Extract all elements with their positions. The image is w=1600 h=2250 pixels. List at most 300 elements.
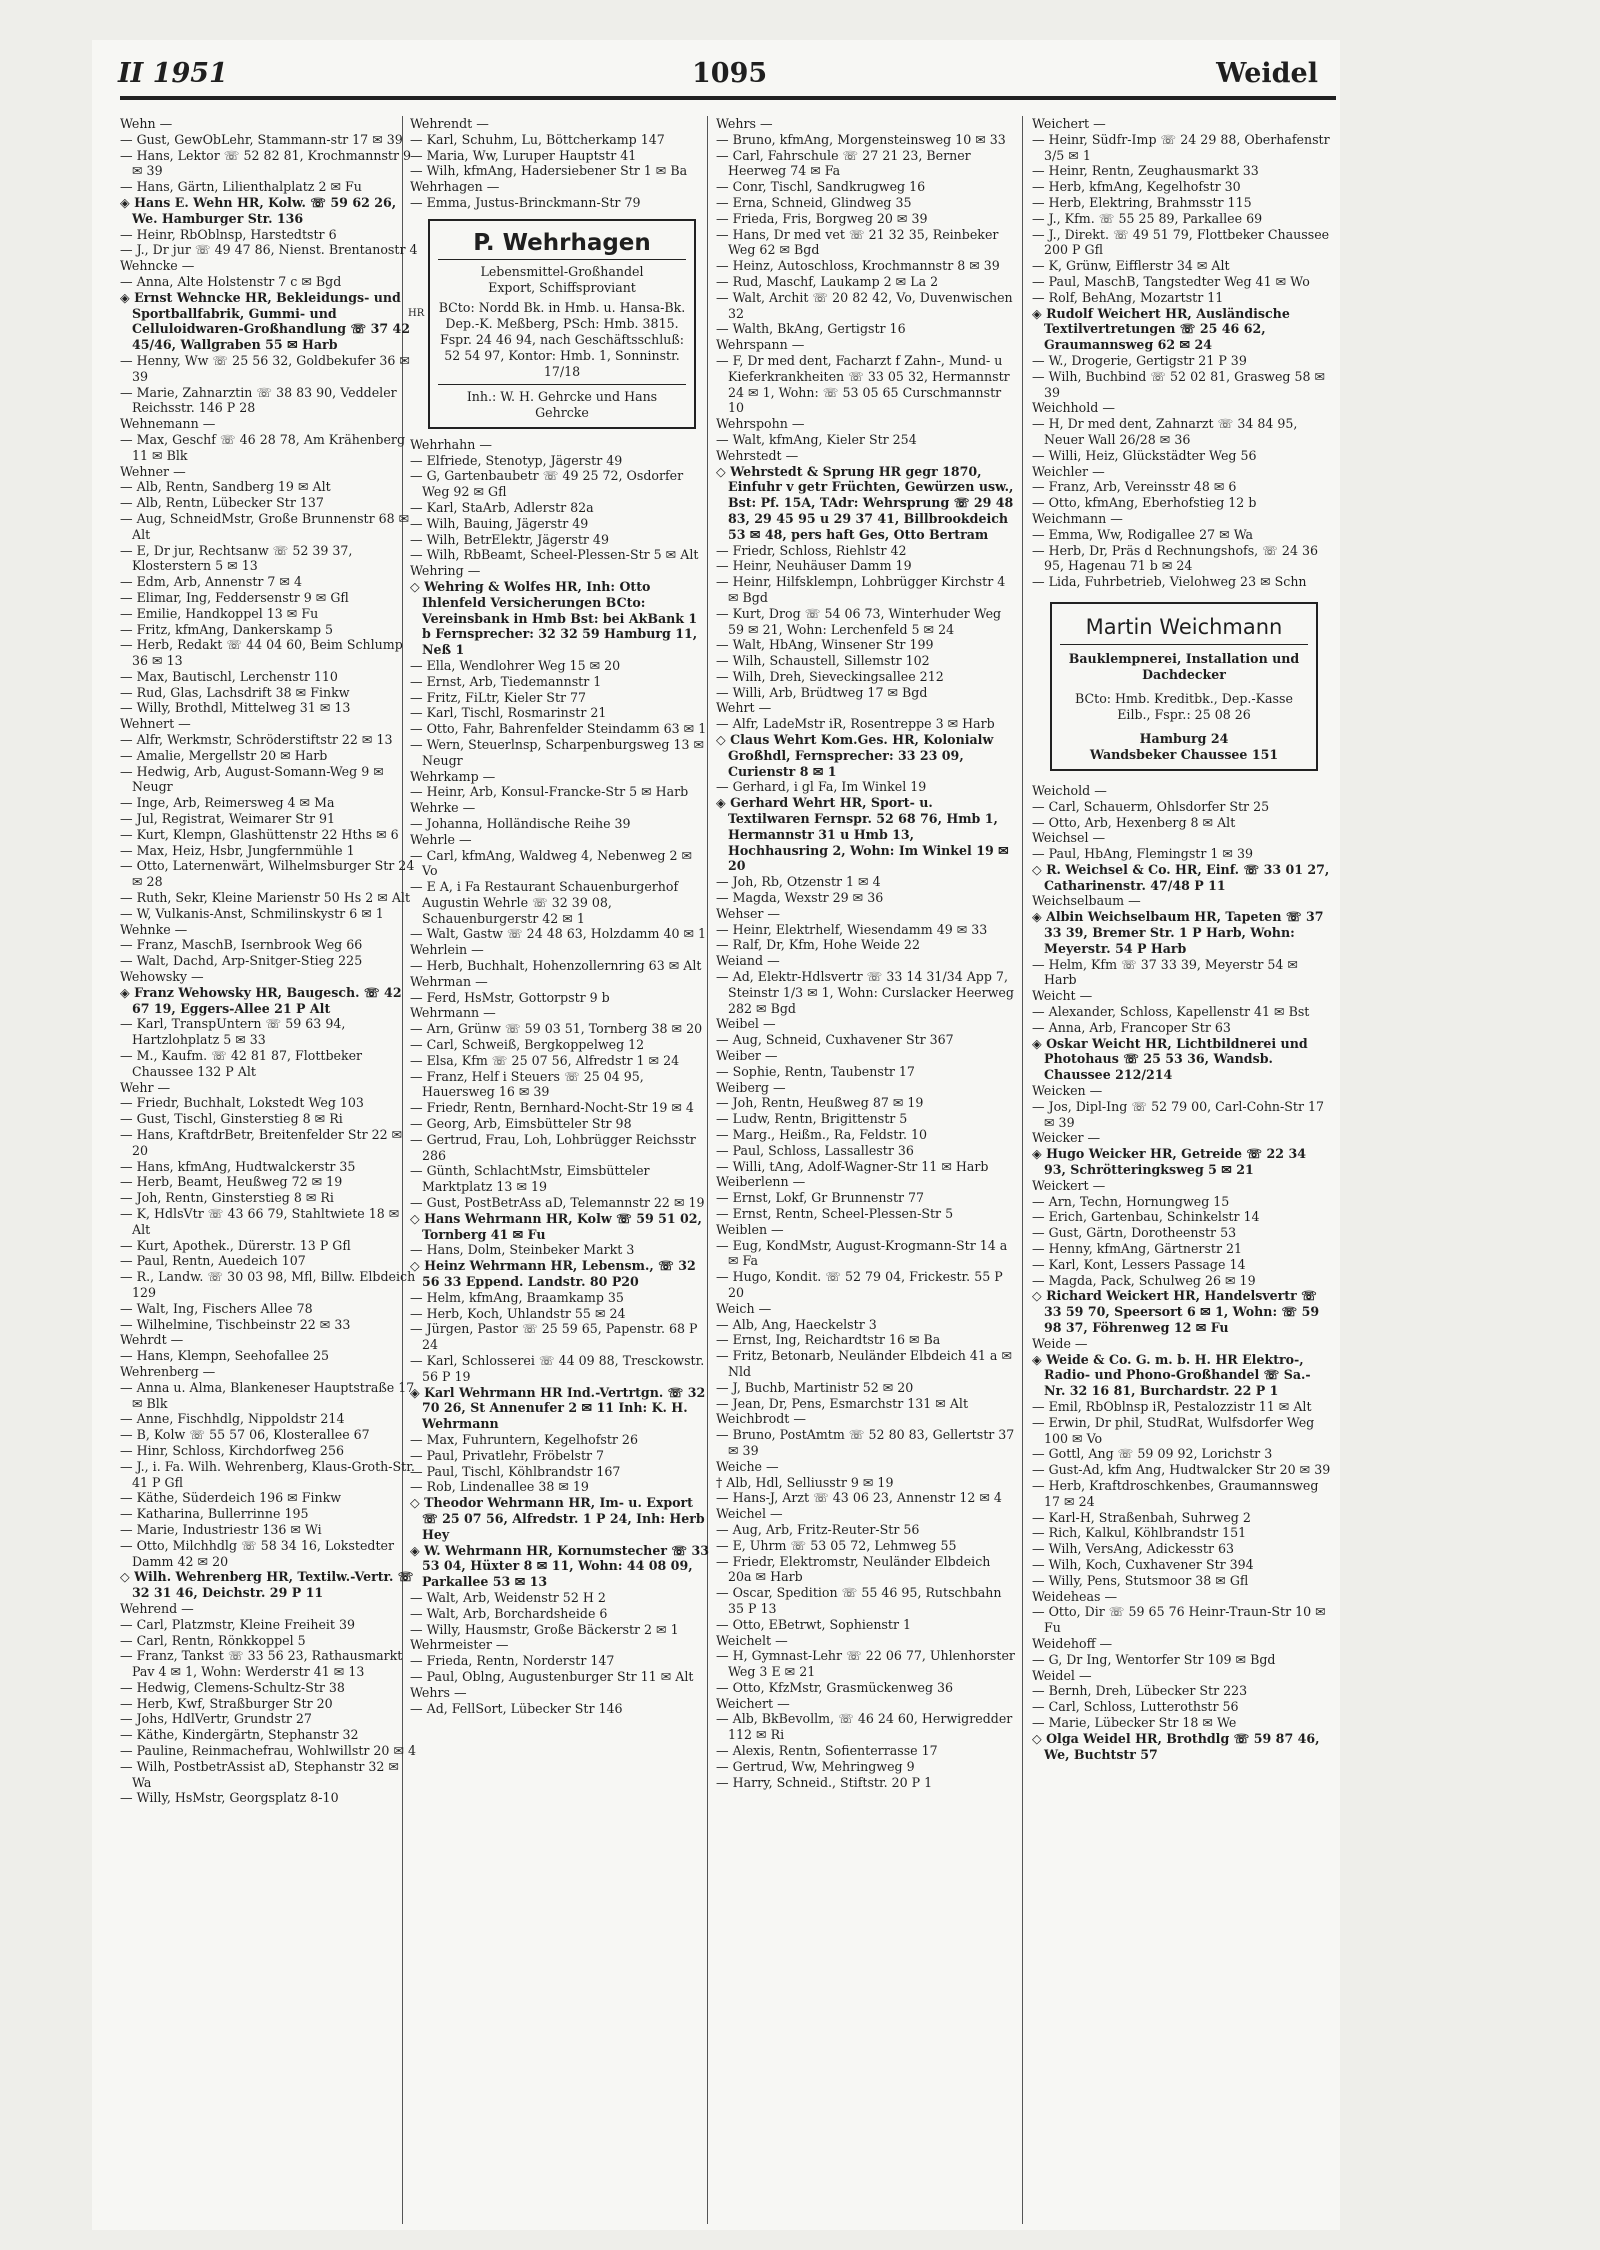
directory-entry: Wehrdt — — [120, 1332, 184, 1348]
directory-entry: Weidel — — [1032, 1667, 1092, 1683]
directory-entry: — Erna, Schneid, Glindweg 35 — [716, 194, 912, 210]
directory-entry: — Hans, Lektor ☏ 52 82 81, Krochmannstr 9 ✉ 39 — [120, 147, 412, 179]
directory-entry: — Aug, Schneid, Cuxhavener Str 367 — [716, 1032, 954, 1048]
directory-entry: — Carl, Platzmstr, Kleine Freiheit 39 — [120, 1616, 356, 1632]
directory-entry: — Herb, Koch, Uhlandstr 55 ✉ 24 — [410, 1305, 626, 1321]
directory-entry: — Ferd, HsMstr, Gottorpstr 9 b — [410, 989, 610, 1005]
directory-entry: — Henny, Ww ☏ 25 56 32, Goldbekufer 36 ✉ 39 — [120, 352, 410, 384]
directory-entry: — Bernh, Dreh, Lübecker Str 223 — [1032, 1683, 1248, 1699]
directory-entry: — Karl, Kont, Lessers Passage 14 — [1032, 1256, 1246, 1272]
advert-weichmann — [1050, 602, 1318, 771]
directory-entry: — H, Gymnast-Lehr ☏ 22 06 77, Uhlenhorster Weg 3 E ✉ 21 — [716, 1648, 1015, 1680]
directory-entry: — J., i. Fa. Wilh. Wehrenberg, Klaus-Groth-Str. 41 P Gfl — [120, 1458, 415, 1490]
directory-entry: Weich — — [716, 1300, 772, 1316]
directory-entry: Weichselbaum — — [1032, 893, 1141, 909]
directory-entry: — Oscar, Spedition ☏ 55 46 95, Rutschbahn 35 P 13 — [716, 1585, 1002, 1616]
directory-entry: — H, Dr med dent, Zahnarzt ☏ 34 84 95, Neuer Wall 26/28 ✉ 36 — [1032, 416, 1298, 447]
directory-entry: — M., Kaufm. ☏ 42 81 87, Flottbeker Chaussee 132 P Alt — [120, 1048, 363, 1079]
directory-entry: — Friedr, Schloss, Riehlstr 42 — [716, 542, 907, 558]
directory-entry: — Hans, Dr med vet ☏ 21 32 35, Reinbeker Weg 62 ✉ Bgd — [716, 226, 999, 258]
directory-entry: — Jean, Dr, Pens, Esmarchstr 131 ✉ Alt — [716, 1395, 969, 1411]
directory-entry: — Marie, Industriestr 136 ✉ Wi — [120, 1521, 322, 1537]
directory-entry: — Hans, KraftdrBetr, Breitenfelder Str 22 ✉ 20 — [120, 1127, 403, 1158]
directory-entry: — Anna, Arb, Francoper Str 63 — [1032, 1019, 1231, 1035]
directory-entry: — Helm, Kfm ☏ 37 33 39, Meyerstr 54 ✉ Harb — [1032, 956, 1298, 988]
directory-entry: — K, HdlsVtr ☏ 43 66 79, Stahltwiete 18 ✉ Alt — [120, 1205, 400, 1237]
column-3 — [716, 116, 1016, 1790]
directory-entry: — Wilh, RbBeamt, Scheel-Plessen-Str 5 ✉ Alt — [410, 547, 699, 563]
directory-entry: — Willy, Pens, Stutsmoor 38 ✉ Gfl — [1032, 1572, 1249, 1588]
column-divider — [1022, 116, 1023, 2224]
directory-entry: — Carl, Schweiß, Bergkoppelweg 12 — [410, 1037, 645, 1053]
directory-entry: — Fritz, FiLtr, Kieler Str 77 — [410, 689, 587, 705]
directory-entry: — Jos, Dipl-Ing ☏ 52 79 00, Carl-Cohn-Str 17 ✉ 39 — [1032, 1098, 1325, 1130]
directory-entry: Weiche — — [716, 1458, 779, 1474]
directory-entry: — Käthe, Kindergärtn, Stephanstr 32 — [120, 1727, 359, 1743]
directory-entry: — Wilh, Dreh, Sieveckingsallee 212 — [716, 668, 944, 684]
directory-entry: — Herb, Beamt, Heußweg 72 ✉ 19 — [120, 1174, 343, 1190]
directory-entry: ◈ Albin Weichselbaum HR, Tapeten ☏ 37 33 39, Bremer Str. 1 P Harb, Wohn: Meyerstr. 54 P Harb — [1032, 909, 1324, 956]
directory-entry: — Otto, Dir ☏ 59 65 76 Heinr-Traun-Str 10 ✉ Fu — [1032, 1604, 1326, 1636]
directory-entry: — Paul, HbAng, Flemingstr 1 ✉ 39 — [1032, 846, 1253, 862]
directory-entry: ◇ Heinz Wehrmann HR, Lebensm., ☏ 32 56 33 Eppend. Landstr. 80 P20 — [410, 1258, 696, 1290]
directory-entry: Weicht — — [1032, 988, 1093, 1004]
directory-entry: — Elimar, Ing, Feddersenstr 9 ✉ Gfl — [120, 589, 349, 605]
column-4-top-entries — [1032, 116, 1332, 590]
directory-entry: Wehrs — — [410, 1684, 467, 1700]
directory-entry: Wehrke — — [410, 800, 476, 816]
directory-entry: Weichert — — [1032, 116, 1106, 131]
directory-entry: — Otto, kfmAng, Eberhofstieg 12 b — [1032, 495, 1257, 511]
directory-entry: — G, Dr Ing, Wentorfer Str 109 ✉ Bgd — [1032, 1651, 1276, 1667]
directory-entry: — J., Kfm. ☏ 55 25 89, Parkallee 69 — [1032, 210, 1263, 226]
directory-entry: — Gust-Ad, kfm Ang, Hudtwalcker Str 20 ✉ 39 — [1032, 1462, 1331, 1478]
directory-entry: — Hedwig, Arb, August-Somann-Weg 9 ✉ Neugr — [120, 763, 384, 795]
directory-entry: — Paul, Privatlehr, Fröbelstr 7 — [410, 1447, 605, 1463]
directory-entry: — Otto, Arb, Hexenberg 8 ✉ Alt — [1032, 814, 1236, 830]
directory-entry: — Rud, Maschf, Laukamp 2 ✉ La 2 — [716, 273, 939, 289]
directory-entry: ◈ Franz Wehowsky HR, Baugesch. ☏ 42 67 19, Eggers-Allee 21 P Alt — [120, 984, 402, 1016]
side-tag: HR — [408, 308, 425, 319]
directory-entry: — Max, Bautischl, Lerchenstr 110 — [120, 668, 338, 684]
directory-entry: — Willy, Hausmstr, Große Bäckerstr 2 ✉ 1 — [410, 1621, 679, 1637]
directory-entry: — Emma, Justus-Brinckmann-Str 79 — [410, 194, 641, 210]
directory-entry: — Wilh, Koch, Cuxhavener Str 394 — [1032, 1556, 1254, 1572]
directory-entry: — Gertrud, Frau, Loh, Lohbrügger Reichsstr 286 — [410, 1131, 696, 1163]
directory-entry: — Friedr, Rentn, Bernhard-Nocht-Str 19 ✉ 4 — [410, 1100, 694, 1116]
directory-entry: — Wilh, Schaustell, Sillemstr 102 — [716, 653, 930, 669]
directory-entry: Weibel — — [716, 1016, 776, 1032]
directory-entry: — Franz, Arb, Vereinsstr 48 ✉ 6 — [1032, 479, 1237, 495]
directory-entry: — Herb, kfmAng, Kegelhofstr 30 — [1032, 179, 1241, 195]
directory-entry: ◈ Rudolf Weichert HR, Ausländische Textilvertretungen ☏ 25 46 62, Graumannsweg 62 ✉ 24 — [1032, 305, 1290, 353]
directory-entry: — Wilh, Buchbind ☏ 52 02 81, Grasweg 58 ✉ 39 — [1032, 368, 1326, 400]
directory-entry: Weichmann — — [1032, 510, 1123, 526]
advert-wehrhagen — [428, 219, 696, 429]
advert-name: P. Wehrhagen — [438, 227, 686, 260]
directory-entry: — F, Dr med dent, Facharzt f Zahn-, Mund- u Kieferkrankheiten ☏ 33 05 32, Hermannstr 24 ✉ 1, Wohn: ☏ 53 05 65 Curschmannstr 10 — [716, 352, 1010, 416]
directory-entry: Weichhold — — [1032, 400, 1115, 416]
directory-entry: — Edm, Arb, Annenstr 7 ✉ 4 — [120, 574, 302, 590]
directory-entry: — Ad, FellSort, Lübecker Str 146 — [410, 1700, 623, 1716]
directory-entry: Wehring — — [410, 563, 481, 579]
directory-entry: — Walt, Arb, Borchardsheide 6 — [410, 1605, 608, 1621]
column-2-top-entries — [410, 116, 710, 211]
directory-entry: — Karl-H, Straßenbah, Suhrweg 2 — [1032, 1509, 1251, 1525]
column-4-bottom-entries — [1032, 783, 1332, 1762]
directory-entry: — Friedr, Buchhalt, Lokstedt Weg 103 — [120, 1095, 364, 1111]
directory-entry: — Friedr, Elektromstr, Neuländer Elbdeich 20a ✉ Harb — [716, 1553, 991, 1585]
directory-entry: — Günth, SchlachtMstr, Eimsbütteler Marktplatz 13 ✉ 19 — [410, 1163, 650, 1195]
directory-entry: — Wilhelmine, Tischbeinstr 22 ✉ 33 — [120, 1316, 351, 1332]
directory-entry: — Otto, EBetrwt, Sophienstr 1 — [716, 1616, 911, 1632]
directory-entry: — Alb, BkBevollm, ☏ 46 24 60, Herwigredder 112 ✉ Ri — [716, 1711, 1013, 1743]
directory-entry: † Alb, Hdl, Selliusstr 9 ✉ 19 — [716, 1474, 894, 1490]
column-4 — [1032, 116, 1332, 1762]
directory-entry: Weickert — — [1032, 1177, 1106, 1193]
directory-entry: — E, Dr jur, Rechtsanw ☏ 52 39 37, Klosterstern 5 ✉ 13 — [120, 542, 353, 574]
directory-entry: — Karl, Tischl, Rosmarinstr 21 — [410, 705, 607, 721]
directory-entry: — Fritz, kfmAng, Dankerskamp 5 — [120, 621, 334, 637]
directory-entry: — Rich, Kalkul, Köhlbrandstr 151 — [1032, 1525, 1247, 1541]
directory-entry: Wehrendt — — [410, 116, 489, 131]
directory-entry: Wehrkamp — — [410, 768, 496, 784]
directory-entry: — Alb, Ang, Haeckelstr 3 — [716, 1316, 877, 1332]
directory-entry: — Herb, Elektring, Brahmsstr 115 — [1032, 194, 1252, 210]
page-header — [92, 58, 1340, 98]
directory-entry: — Hedwig, Clemens-Schultz-Str 38 — [120, 1679, 345, 1695]
directory-entry: Wehrenberg — — [120, 1363, 216, 1379]
directory-entry: Weichelt — — [716, 1632, 788, 1648]
directory-entry: — Otto, Laternenwärt, Wilhelmsburger Str 24 ✉ 28 — [120, 858, 415, 890]
directory-entry: — Alfr, Werkmstr, Schröderstiftstr 22 ✉ 13 — [120, 732, 393, 748]
directory-entry: Wehner — — [120, 463, 186, 479]
directory-entry: — Inge, Arb, Reimersweg 4 ✉ Ma — [120, 795, 335, 811]
directory-entry: — Karl, Schlosserei ☏ 44 09 88, Tresckowstr. 56 P 19 — [410, 1353, 705, 1384]
directory-entry: — Aug, Arb, Fritz-Reuter-Str 56 — [716, 1521, 920, 1537]
directory-entry: ◈ Gerhard Wehrt HR, Sport- u. Textilwaren Fernspr. 52 68 76, Hmb 1, Hermannstr 31 u Hmb 13, Hochhausring 2, Wohn: Im Winkel 19 ✉ 20 — [716, 795, 1009, 874]
directory-entry: — Pauline, Reinmachefrau, Wohlwillstr 20 ✉ 4 — [120, 1743, 417, 1759]
directory-entry: — Alexander, Schloss, Kapellenstr 41 ✉ Bst — [1032, 1004, 1310, 1020]
column-2 — [410, 116, 710, 1716]
directory-entry: ◇ Wehring & Wolfes HR, Inh: Otto Ihlenfeld Versicherungen BCto: Vereinsbank in Hmb Bst: bei AkBank 1 b Fernsprecher: 32 32 59 Hamburg 11, Neß 1 — [410, 578, 698, 658]
directory-entry: — Bruno, PostAmtm ☏ 52 80 83, Gellertstr 37 ✉ 39 — [716, 1427, 1015, 1458]
directory-entry: — Frieda, Fris, Borgweg 20 ✉ 39 — [716, 210, 928, 226]
directory-entry: — Ernst, Arb, Tiedemannstr 1 — [410, 673, 602, 689]
directory-entry: — Marie, Zahnarztin ☏ 38 83 90, Veddeler Reichsstr. 146 P 28 — [120, 384, 397, 416]
directory-entry: — W, Vulkanis-Anst, Schmilinskystr 6 ✉ 1 — [120, 905, 384, 921]
directory-entry: — J., Dr jur ☏ 49 47 86, Nienst. Brentanostr 4 — [120, 242, 418, 258]
directory-entry: — Ad, Elektr-Hdlsvertr ☏ 33 14 31/34 App 7, Steinstr 1/3 ✉ 1, Wohn: Curslacker Heerweg 282 ✉ Bgd — [716, 969, 1014, 1016]
directory-entry: Wehrhahn — — [410, 436, 492, 452]
directory-entry: ◈ Karl Wehrmann HR Ind.-Vertrtgn. ☏ 32 70 26, St Annenufer 2 ✉ 11 Inh: K. H. Wehrmann — [410, 1384, 706, 1432]
directory-entry: Weiberg — — [716, 1079, 786, 1095]
directory-entry: — Carl, Schauerm, Ohlsdorfer Str 25 — [1032, 798, 1270, 814]
directory-entry: — Hans, Gärtn, Lilienthalplatz 2 ✉ Fu — [120, 179, 362, 195]
directory-entry: ◇ Olga Weidel HR, Brothdlg ☏ 59 87 46, We, Buchtstr 57 — [1032, 1730, 1320, 1762]
header-rule — [120, 96, 1336, 100]
advert-line: Hamburg 24 — [1139, 730, 1229, 746]
directory-entry: Weichel — — [716, 1506, 783, 1522]
directory-entry: — Walt, Archit ☏ 20 82 42, Vo, Duvenwischen 32 — [716, 289, 1013, 321]
directory-entry: — Gust, PostBetrAss aD, Telemannstr 22 ✉ 19 — [410, 1195, 705, 1211]
directory-entry: — G, Gartenbaubetr ☏ 49 25 72, Osdorfer Weg 92 ✉ Gfl — [410, 468, 684, 500]
directory-entry: — B, Kolw ☏ 55 57 06, Klosterallee 67 — [120, 1427, 370, 1443]
directory-entry: Wehrspohn — — [716, 416, 805, 432]
directory-entry: — Ella, Wendlohrer Weg 15 ✉ 20 — [410, 657, 621, 673]
directory-entry: — Fritz, Betonarb, Neuländer Elbdeich 41 a ✉ Nld — [716, 1348, 1012, 1379]
directory-entry: — Aug, SchneidMstr, Große Brunnenstr 68 ✉ Alt — [120, 510, 410, 542]
directory-entry: ◇ Claus Wehrt Kom.Ges. HR, Kolonialw Großhdl, Fernsprecher: 33 23 09, Curienstr 8 ✉ 1 — [716, 732, 994, 779]
directory-entry: — Carl, Fahrschule ☏ 27 21 23, Berner Heerweg 74 ✉ Fa — [716, 147, 971, 179]
directory-entry: — Franz, MaschB, Isernbrook Weg 66 — [120, 937, 363, 953]
directory-entry: ◈ Weide & Co. G. m. b. H. HR Elektro-, Radio- und Phono-Großhandel ☏ Sa.-Nr. 32 16 81, Burchardstr. 22 P 1 — [1032, 1351, 1311, 1399]
directory-entry: Wehowsky — — [120, 969, 204, 985]
page-number: 1095 — [692, 58, 768, 89]
directory-entry: — Harry, Schneid., Stiftstr. 20 P 1 — [716, 1774, 933, 1790]
directory-entry: — Kurt, Klempn, Glashüttenstr 22 Hths ✉ 6 — [120, 826, 399, 842]
directory-entry: — Maria, Ww, Luruper Hauptstr 41 — [410, 147, 637, 163]
directory-entry: Wehrspann — — [716, 337, 805, 353]
directory-entry: — Magda, Wexstr 29 ✉ 36 — [716, 890, 884, 906]
directory-entry: — Hans-J, Arzt ☏ 43 06 23, Annenstr 12 ✉ 4 — [716, 1490, 1002, 1506]
directory-entry: — Heinr, RbOblnsp, Harstedtstr 6 — [120, 226, 337, 242]
directory-entry: Weichler — — [1032, 463, 1105, 479]
directory-entry: Weiblen — — [716, 1221, 784, 1237]
directory-entry: — J, Buchb, Martinistr 52 ✉ 20 — [716, 1379, 914, 1395]
directory-entry: — Heinr, Neuhäuser Damm 19 — [716, 558, 912, 574]
directory-entry: — Willi, Arb, Brüdtweg 17 ✉ Bgd — [716, 684, 928, 700]
directory-entry: — Helm, kfmAng, Braamkamp 35 — [410, 1289, 624, 1305]
directory-entry: — Heinz, Autoschloss, Krochmannstr 8 ✉ 39 — [716, 258, 1000, 274]
directory-entry: — Katharina, Bullerrinne 195 — [120, 1506, 309, 1522]
directory-entry: — Wilh, Bauing, Jägerstr 49 — [410, 515, 589, 531]
directory-entry: — Elsa, Kfm ☏ 25 07 56, Alfredstr 1 ✉ 24 — [410, 1052, 680, 1068]
directory-entry: — Wilh, BetrElektr, Jägerstr 49 — [410, 531, 609, 547]
directory-entry: ◈ Hugo Weicker HR, Getreide ☏ 22 34 93, Schrötteringksweg 5 ✉ 21 — [1032, 1146, 1306, 1178]
directory-entry: — Paul, Rentn, Auedeich 107 — [120, 1253, 306, 1269]
directory-entry: — Carl, Rentn, Rönkkoppel 5 — [120, 1632, 306, 1648]
advert-name: Martin Weichmann — [1060, 610, 1308, 645]
directory-entry: — Hinr, Schloss, Kirchdorfweg 256 — [120, 1442, 344, 1458]
directory-entry: — Otto, KfzMstr, Grasmückenweg 36 — [716, 1679, 954, 1695]
directory-entry: — Willi, tAng, Adolf-Wagner-Str 11 ✉ Harb — [716, 1158, 989, 1174]
directory-entry: Wehrhagen — — [410, 179, 500, 195]
directory-entry: Wehrend — — [120, 1600, 194, 1616]
directory-entry: — Karl, Schuhm, Lu, Böttcherkamp 147 — [410, 131, 665, 147]
directory-entry: — Paul, Oblng, Augustenburger Str 11 ✉ Alt — [410, 1668, 694, 1684]
directory-entry: — K, Grünw, Eifflerstr 34 ✉ Alt — [1032, 258, 1230, 274]
directory-entry: Weicker — — [1032, 1130, 1101, 1146]
directory-entry: — Arn, Grünw ☏ 59 03 51, Tornberg 38 ✉ 20 — [410, 1021, 703, 1037]
page-volume-year: II 1951 — [118, 58, 228, 89]
directory-entry: — Heinr, Südfr-Imp ☏ 24 29 88, Oberhafenstr 3/5 ✉ 1 — [1032, 131, 1330, 163]
advert-line: Bauklempnerei, Installation und Dachdecker — [1068, 650, 1300, 682]
directory-entry: — Emil, RbOblnsp iR, Pestalozzistr 11 ✉ Alt — [1032, 1398, 1312, 1414]
directory-entry: — Franz, Tankst ☏ 33 56 23, Rathausmarkt Pav 4 ✉ 1, Wohn: Werderstr 41 ✉ 13 — [120, 1648, 403, 1680]
directory-entry: — Willy, HsMstr, Georgsplatz 8-10 — [120, 1790, 339, 1806]
advert-line: BCto: Hmb. Kreditbk., Dep.-Kasse Eilb., Fspr.: 25 08 26 — [1075, 690, 1293, 722]
directory-entry: — Ludw, Rentn, Brigittenstr 5 — [716, 1111, 908, 1127]
directory-entry: — Jürgen, Pastor ☏ 25 59 65, Papenstr. 68 P 24 — [410, 1321, 698, 1353]
directory-entry: Weidehoff — — [1032, 1635, 1113, 1651]
directory-entry: Wehnemann — — [120, 416, 216, 432]
directory-entry: — Rud, Glas, Lachsdrift 38 ✉ Finkw — [120, 684, 350, 700]
directory-entry: — Anna, Alte Holstenstr 7 c ✉ Bgd — [120, 273, 342, 289]
advert-line: BCto: Nordd Bk. in Hmb. u. Hansa-Bk. Dep.-K. Meßberg, PSch: Hmb. 3815. Fspr. 24 46 94, nach Geschäftsschluß: 52 54 97, Kontor: Hmb. 1, Sonninstr. 17/18 — [438, 299, 686, 379]
directory-entry: — Ernst, Ing, Reichardtstr 16 ✉ Ba — [716, 1332, 941, 1348]
advert-line: Lebensmittel-Großhandel — [480, 263, 644, 279]
directory-entry: — Gottl, Ang ☏ 59 09 92, Lorichstr 3 — [1032, 1446, 1273, 1462]
directory-entry: Wehncke — — [120, 258, 195, 274]
directory-page — [92, 40, 1340, 2230]
directory-entry: Wehrmann — — [410, 1005, 496, 1021]
directory-entry: — Johs, HdlVertr, Grundstr 27 — [120, 1711, 312, 1727]
directory-entry: Wehr — — [120, 1079, 171, 1095]
column-2-bottom-entries — [410, 437, 710, 1717]
directory-entry: Weichbrodt — — [716, 1411, 806, 1427]
directory-entry: — Willy, Brothdl, Mittelweg 31 ✉ 13 — [120, 700, 351, 716]
page-running-head: Weidel — [1216, 58, 1318, 89]
directory-entry: — Jul, Registrat, Weimarer Str 91 — [120, 811, 336, 827]
directory-entry: ◈ Oskar Weicht HR, Lichtbildnerei und Photohaus ☏ 25 53 36, Wandsb. Chaussee 212/214 — [1032, 1035, 1308, 1083]
directory-entry: — J., Direkt. ☏ 49 51 79, Flottbeker Chaussee 200 P Gfl — [1032, 226, 1330, 258]
directory-entry: — Marie, Lübecker Str 18 ✉ We — [1032, 1714, 1237, 1730]
directory-entry: — Walt, Dachd, Arp-Snitger-Stieg 225 — [120, 953, 363, 969]
directory-entry: — Karl, StaArb, Adlerstr 82a — [410, 499, 594, 515]
directory-entry: — Hugo, Kondit. ☏ 52 79 04, Frickestr. 55 P 20 — [716, 1269, 1003, 1300]
directory-entry: — Herb, Kraftdroschkenbes, Graumannsweg 17 ✉ 24 — [1032, 1477, 1319, 1509]
directory-entry: — Wilh, PostbetrAssist aD, Stephanstr 32 ✉ Wa — [120, 1758, 399, 1790]
directory-entry: Weichold — — [1032, 782, 1107, 798]
directory-entry: — Amalie, Mergellstr 20 ✉ Harb — [120, 747, 328, 763]
directory-entry: — Herb, Redakt ☏ 44 04 60, Beim Schlump 36 ✉ 13 — [120, 637, 403, 669]
directory-entry: — Walt, HbAng, Winsener Str 199 — [716, 637, 934, 653]
directory-entry: Weide — — [1032, 1335, 1088, 1351]
directory-entry: — Alfr, LadeMstr iR, Rosentreppe 3 ✉ Harb — [716, 716, 995, 732]
directory-entry: — Carl, Schloss, Lutterothstr 56 — [1032, 1699, 1239, 1715]
advert-owners: Inh.: W. H. Gehrcke und Hans Gehrcke — [438, 384, 686, 421]
directory-entry: — Gerhard, i gl Fa, Im Winkel 19 — [716, 779, 927, 795]
directory-entry: Wehrt — — [716, 700, 772, 716]
directory-entry: — Erich, Gartenbau, Schinkelstr 14 — [1032, 1209, 1260, 1225]
directory-entry: ◈ Ernst Wehncke HR, Bekleidungs- und Sportballfabrik, Gummi- und Celluloidwaren-Großhandlung ☏ 37 42 45/46, Wallgraben 55 ✉ Harb — [120, 289, 411, 353]
advert-line: Export, Schiffsproviant — [488, 279, 636, 295]
directory-entry: ◇ Wehrstedt & Sprung HR gegr 1870, Einfuhr v getr Früchten, Gewürzen usw., Bst: Pf. 15A, TAdr: Wehrsprung ☏ 29 48 83, 29 45 95 u 29 37 41, Billbrookdeich 53 ✉ 48, pers haft Ges, Otto Bertram — [716, 463, 1014, 542]
directory-entry: — Rob, Lindenallee 38 ✉ 19 — [410, 1479, 589, 1495]
directory-entry: — Max, Heiz, Hsbr, Jungfernmühle 1 — [120, 842, 355, 858]
directory-entry: — Alexis, Rentn, Sofienterrasse 17 — [716, 1743, 938, 1759]
directory-entry: — Käthe, Süderdeich 196 ✉ Finkw — [120, 1490, 342, 1506]
directory-entry: — Eug, KondMstr, August-Krogmann-Str 14 a ✉ Fa — [716, 1237, 1008, 1269]
directory-entry: — Joh, Rb, Otzenstr 1 ✉ 4 — [716, 874, 881, 890]
advert-line: Wandsbeker Chaussee 151 — [1089, 746, 1279, 762]
directory-entry: — Max, Fuhruntern, Kegelhofstr 26 — [410, 1431, 638, 1447]
directory-entry: — Wilh, VersAng, Adickesstr 63 — [1032, 1541, 1234, 1557]
directory-entry: — Gust, GewObLehr, Stammann-str 17 ✉ 39 — [120, 131, 403, 147]
directory-entry: Wehn — — [120, 116, 173, 131]
directory-entry: — Elfriede, Stenotyp, Jägerstr 49 — [410, 452, 623, 468]
directory-entry: — Heinr, Hilfsklempn, Lohbrügger Kirchstr 4 ✉ Bgd — [716, 574, 1006, 605]
directory-entry: — Hans, Dolm, Steinbeker Markt 3 — [410, 1242, 635, 1258]
directory-entry: — Conr, Tischl, Sandkrugweg 16 — [716, 179, 926, 195]
directory-entry: — Georg, Arb, Eimsbütteler Str 98 — [410, 1116, 632, 1132]
directory-entry: Wehnert — — [120, 716, 191, 732]
directory-entry: Wehrle — — [410, 831, 472, 847]
directory-entry: — Wilh, kfmAng, Hadersiebener Str 1 ✉ Ba — [410, 163, 688, 179]
directory-entry: — Willi, Heiz, Glückstädter Weg 56 — [1032, 447, 1257, 463]
directory-entry: — R., Landw. ☏ 30 03 98, Mfl, Billw. Elbdeich 129 — [120, 1269, 416, 1300]
directory-entry: — Erwin, Dr phil, StudRat, Wulfsdorfer Weg 100 ✉ Vo — [1032, 1414, 1315, 1446]
directory-entry: — Kurt, Apothek., Dürerstr. 13 P Gfl — [120, 1237, 351, 1253]
directory-entry: ◇ Theodor Wehrmann HR, Im- u. Export ☏ 25 07 56, Alfredstr. 1 P 24, Inh: Herb Hey — [410, 1495, 705, 1542]
directory-entry: — Arn, Techn, Hornungweg 15 — [1032, 1193, 1230, 1209]
directory-entry: Weiberlenn — — [716, 1174, 806, 1190]
directory-entry: — Walt, kfmAng, Kieler Str 254 — [716, 431, 917, 447]
directory-entry: Weichsel — — [1032, 830, 1106, 846]
directory-entry: — Walth, BkAng, Gertigstr 16 — [716, 321, 906, 337]
directory-entry: — Max, Geschf ☏ 46 28 78, Am Krähenberg 11 ✉ Blk — [120, 431, 406, 463]
directory-entry: — Walt, Ing, Fischers Allee 78 — [120, 1300, 313, 1316]
directory-entry: — Ralf, Dr, Kfm, Hohe Weide 22 — [716, 937, 920, 953]
directory-entry: — Johanna, Holländische Reihe 39 — [410, 815, 631, 831]
directory-entry: — Joh, Rentn, Ginsterstieg 8 ✉ Ri — [120, 1190, 334, 1206]
column-1 — [120, 116, 420, 1806]
directory-entry: — Heinr, Arb, Konsul-Francke-Str 5 ✉ Harb — [410, 784, 689, 800]
directory-entry: ◈ W. Wehrmann HR, Kornumstecher ☏ 33 53 04, Hüxter 8 ✉ 11, Wohn: 44 08 09, Parkallee 53 ✉ 13 — [410, 1542, 710, 1590]
directory-entry: — Sophie, Rentn, Taubenstr 17 — [716, 1063, 915, 1079]
directory-entry: — Ruth, Sekr, Kleine Marienstr 50 Hs 2 ✉ Alt — [120, 890, 410, 906]
directory-entry: Weiber — — [716, 1048, 778, 1064]
directory-entry: — Magda, Pack, Schulweg 26 ✉ 19 — [1032, 1272, 1256, 1288]
directory-entry: — Otto, Milchhdlg ☏ 58 34 16, Lokstedter Damm 42 ✉ 20 — [120, 1537, 395, 1569]
directory-entry: Weicken — — [1032, 1083, 1103, 1099]
directory-entry: — Henny, kfmAng, Gärtnerstr 21 — [1032, 1241, 1243, 1257]
directory-entry: — Gertrud, Ww, Mehringweg 9 — [716, 1758, 915, 1774]
directory-entry: Weideheas — — [1032, 1588, 1118, 1604]
directory-entry: — Rolf, BehAng, Mozartstr 11 — [1032, 289, 1224, 305]
directory-entry: — Bruno, kfmAng, Morgensteinsweg 10 ✉ 33 — [716, 131, 1006, 147]
directory-entry: ◇ Hans Wehrmann HR, Kolw ☏ 59 51 02, Tornberg 41 ✉ Fu — [410, 1210, 702, 1242]
directory-entry: Wehrstedt — — [716, 447, 799, 463]
directory-entry: — Lida, Fuhrbetrieb, Vielohweg 23 ✉ Schn — [1032, 574, 1307, 590]
directory-entry: Wehrman — — [410, 973, 488, 989]
directory-entry: — Hans, Klempn, Seehofallee 25 — [120, 1348, 330, 1364]
directory-entry: — Alb, Rentn, Sandberg 19 ✉ Alt — [120, 479, 331, 495]
directory-entry: — Marg., Heißm., Ra, Feldstr. 10 — [716, 1127, 927, 1142]
directory-entry: — Alb, Rentn, Lübecker Str 137 — [120, 495, 324, 511]
directory-entry: — Herb, Buchhalt, Hohenzollernring 63 ✉ Alt — [410, 958, 702, 974]
directory-entry: — Walt, Gastw ☏ 24 48 63, Holzdamm 40 ✉ 1 — [410, 926, 707, 942]
directory-entry: ◇ R. Weichsel & Co. HR, Einf. ☏ 33 01 27, Catharinenstr. 47/48 P 11 — [1032, 861, 1330, 893]
directory-entry: Wehrmeister — — [410, 1637, 509, 1653]
directory-entry: — E A, i Fa Restaurant Schauenburgerhof Augustin Wehrle ☏ 32 39 08, Schauenburgerstr 42 ✉ 1 — [410, 879, 679, 926]
directory-entry: — Herb, Dr, Präs d Rechnungshofs, ☏ 24 36 95, Hagenau 71 b ✉ 24 — [1032, 542, 1318, 574]
directory-entry: — Paul, Tischl, Köhlbrandstr 167 — [410, 1463, 621, 1479]
directory-entry: — Joh, Rentn, Heußweg 87 ✉ 19 — [716, 1095, 924, 1111]
directory-entry: ◇ Richard Weickert HR, Handelsvertr ☏ 33 59 70, Speersort 6 ✉ 1, Wohn: ☏ 59 98 37, Föhrenweg 12 ✉ Fu — [1032, 1288, 1320, 1335]
directory-entry: Wehnke — — [120, 921, 188, 937]
directory-entry: ◈ Hans E. Wehn HR, Kolw. ☏ 59 62 26, We. Hamburger Str. 136 — [120, 194, 397, 226]
directory-entry: — Wern, Steuerlnsp, Scharpenburgsweg 13 ✉ Neugr — [410, 736, 705, 768]
directory-entry: — Hans, kfmAng, Hudtwalckerstr 35 — [120, 1158, 356, 1174]
directory-entry: — Kurt, Drog ☏ 54 06 73, Winterhuder Weg 59 ✉ 21, Wohn: Lerchenfeld 5 ✉ 24 — [716, 605, 1002, 637]
directory-entry: — Karl, TranspUntern ☏ 59 63 94, Hartzlohplatz 5 ✉ 33 — [120, 1016, 346, 1048]
directory-entry: — Paul, Schloss, Lassallestr 36 — [716, 1142, 914, 1158]
directory-entry: — Gust, Tischl, Ginsterstieg 8 ✉ Ri — [120, 1111, 343, 1127]
directory-entry: — Ernst, Lokf, Gr Brunnenstr 77 — [716, 1190, 925, 1206]
directory-entry: — Paul, MaschB, Tangstedter Weg 41 ✉ Wo — [1032, 273, 1310, 289]
